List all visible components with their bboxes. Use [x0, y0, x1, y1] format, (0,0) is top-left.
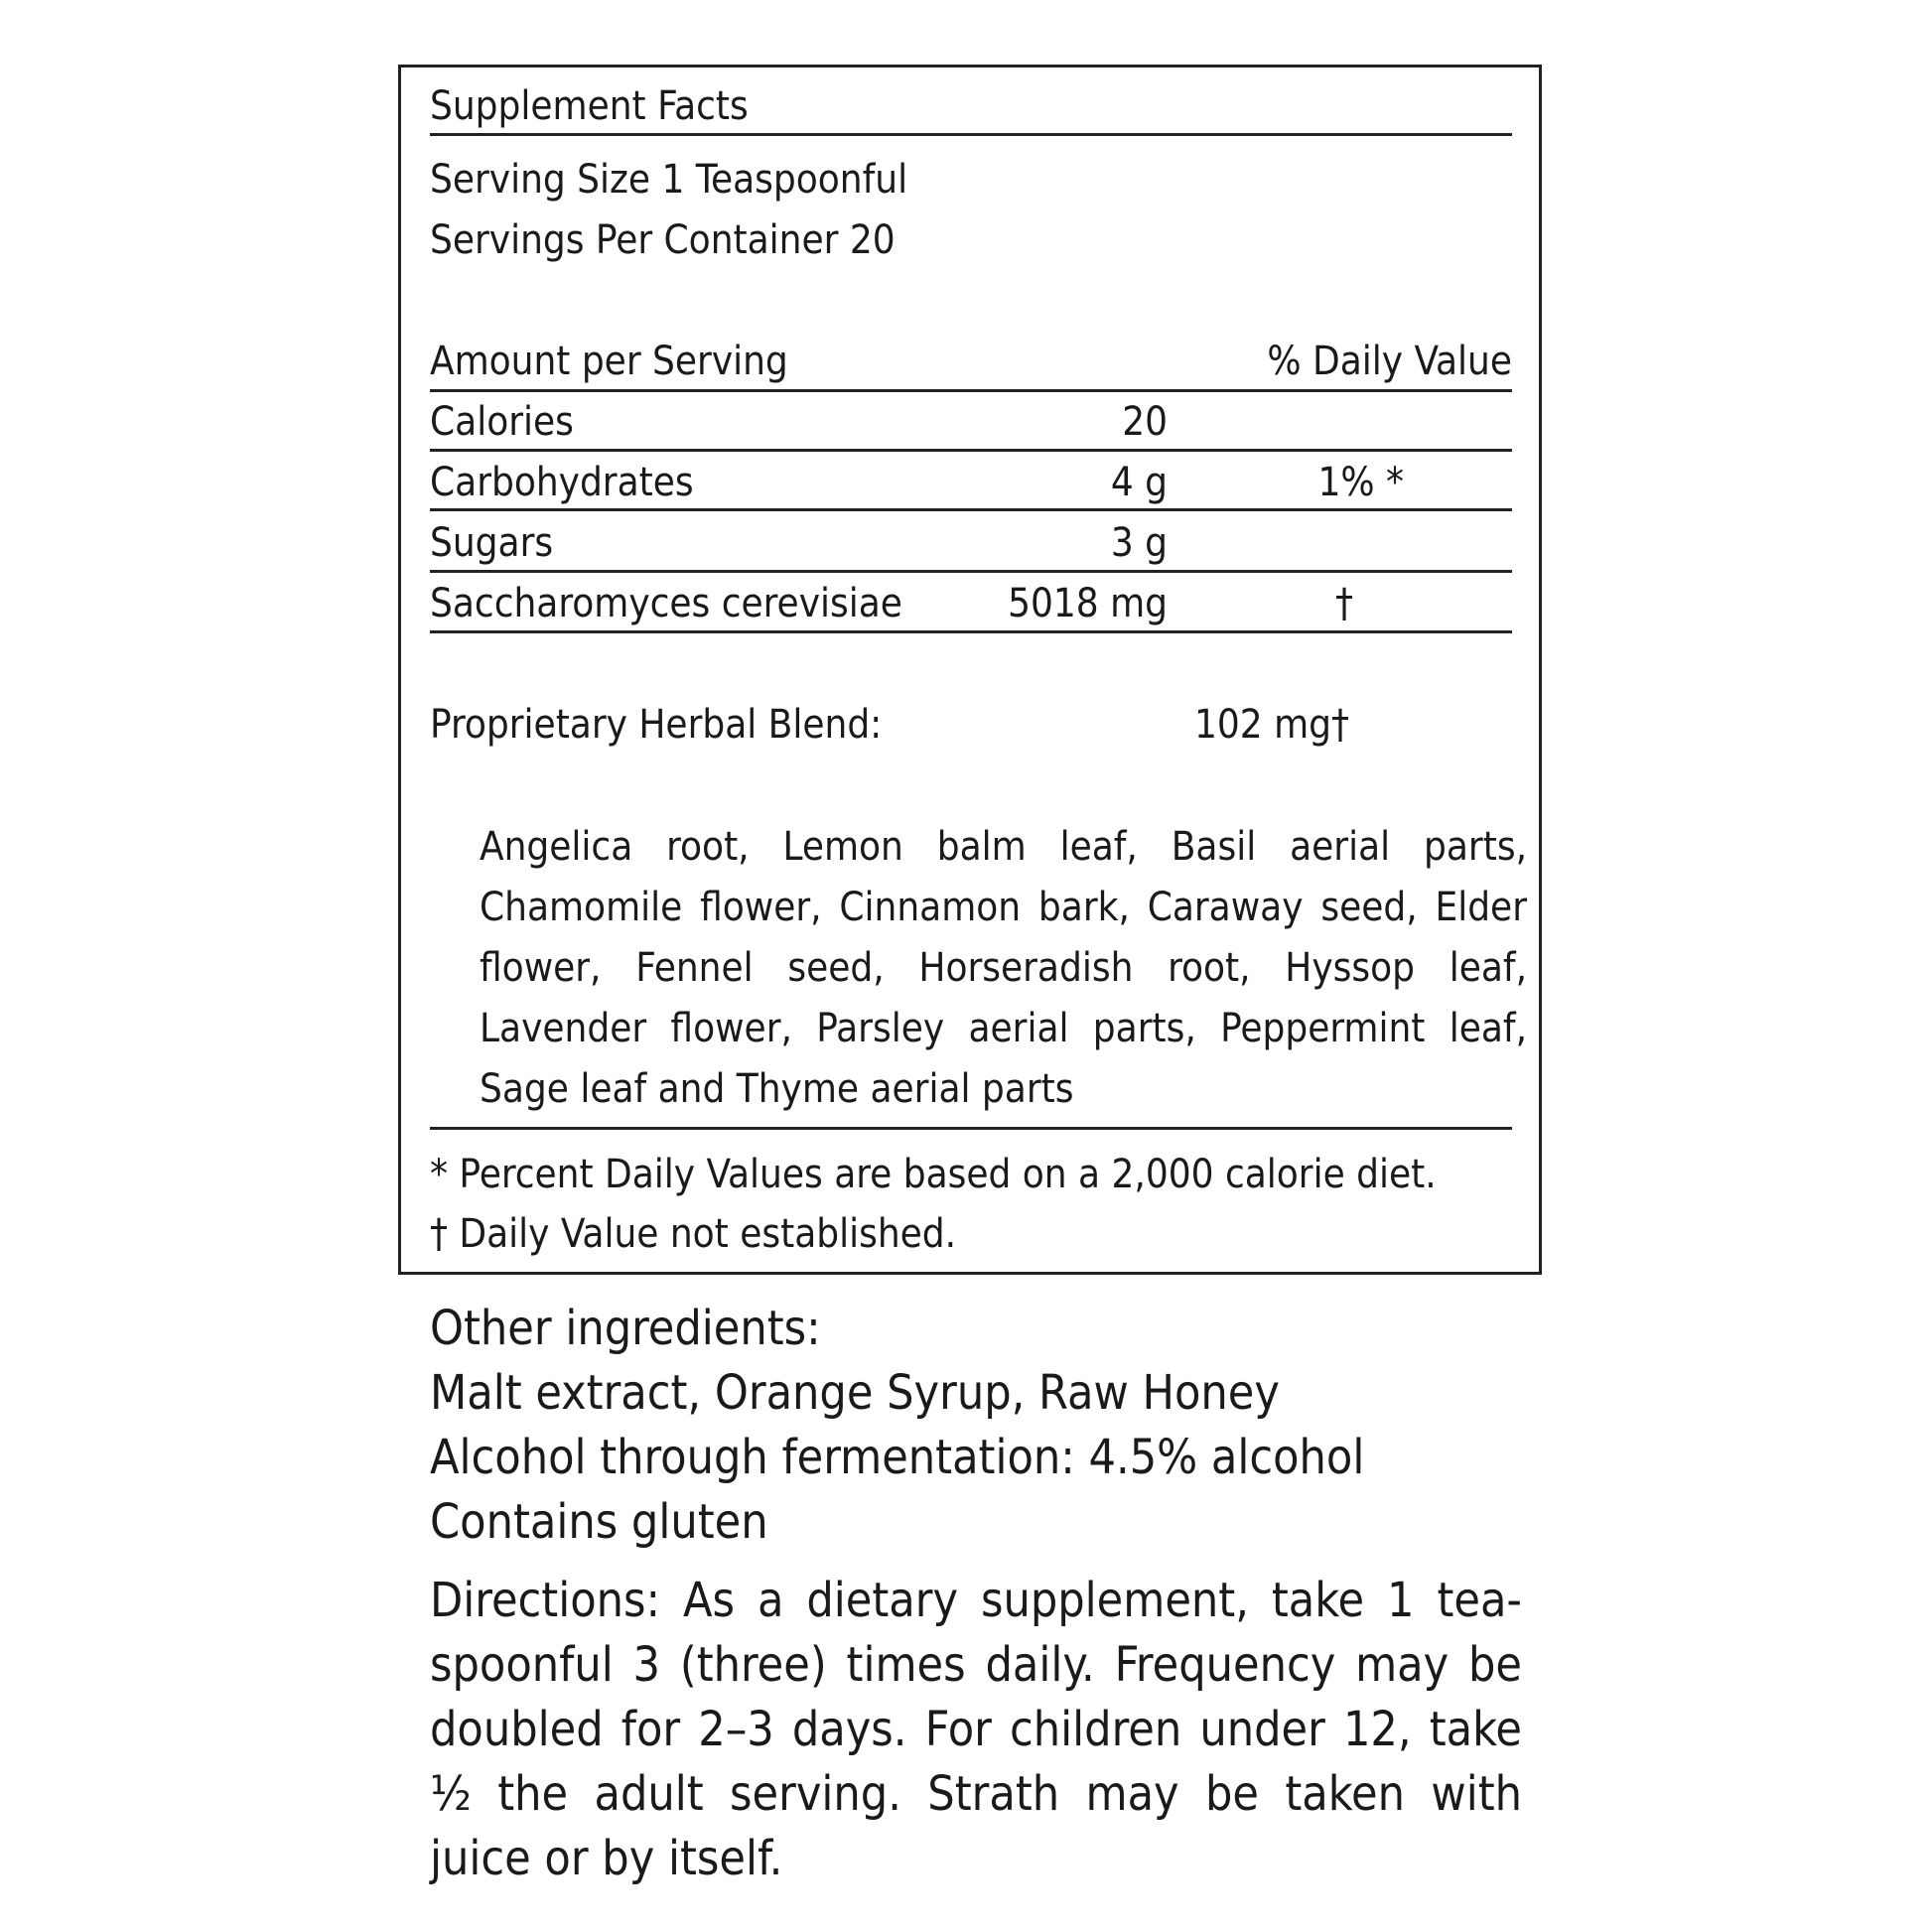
nutrient-dv: † [1335, 581, 1353, 626]
other-ingredients [430, 1297, 1364, 1555]
blend-amount: 102 mg† [1194, 702, 1349, 748]
nutrient-amount: 5018 mg [1008, 581, 1168, 626]
footnote-dagger: † Daily Value not established. [430, 1211, 957, 1257]
footnote-divider [430, 1127, 1512, 1130]
title-divider [430, 133, 1512, 136]
other-ingredients-line: Contains gluten [430, 1494, 768, 1550]
nutrient-name: Calories [430, 399, 574, 445]
footnote-percent: * Percent Daily Values are based on a 2,000 calorie diet. [430, 1152, 1437, 1197]
header-divider [430, 389, 1512, 392]
blend-label: Proprietary Herbal Blend: [430, 702, 883, 748]
row-divider [430, 570, 1512, 573]
servings-per-container: Servings Per Container 20 [430, 217, 896, 263]
directions-text: Directions: As a dietary supplement, take 1 teaspoonful 3 (three) times daily. Frequency may be doubled for 2–3 days. For children under 12, take ½ the adult serving. Strath may be taken with juice or by itself. [430, 1573, 1522, 1886]
nutrient-amount: 3 g [1110, 520, 1168, 566]
nutrient-amount: 20 [1122, 399, 1168, 445]
amount-per-serving-header: Amount per Serving [430, 339, 788, 384]
row-divider [430, 449, 1512, 452]
blend-ingredients: Angelica root, Lemon balm leaf, Basil aerial parts, Chamomile flower, Cinnamon bark, Caraway seed, Elder flower, Fennel seed, Horseradish root, Hyssop leaf, Lavender flower, Parsley aerial parts, Peppermint leaf, Sage leaf and Thyme aerial parts [480, 824, 1527, 1112]
serving-size: Serving Size 1 Teaspoonful [430, 157, 908, 203]
row-divider [430, 630, 1512, 633]
row-divider [430, 508, 1512, 511]
nutrient-dv: 1% * [1317, 460, 1404, 505]
other-ingredients-heading: Other ingredients: [430, 1301, 821, 1356]
other-ingredients-line: Alcohol through fermentation: 4.5% alcohol [430, 1430, 1365, 1485]
panel-title: Supplement Facts [430, 83, 749, 129]
nutrient-name: Saccharomyces cerevisiae [430, 581, 902, 626]
daily-value-header: % Daily Value [1267, 339, 1512, 384]
other-ingredients-line: Malt extract, Orange Syrup, Raw Honey [430, 1365, 1280, 1421]
nutrient-name: Sugars [430, 520, 554, 566]
nutrient-name: Carbohydrates [430, 460, 694, 505]
nutrient-amount: 4 g [1110, 460, 1168, 505]
